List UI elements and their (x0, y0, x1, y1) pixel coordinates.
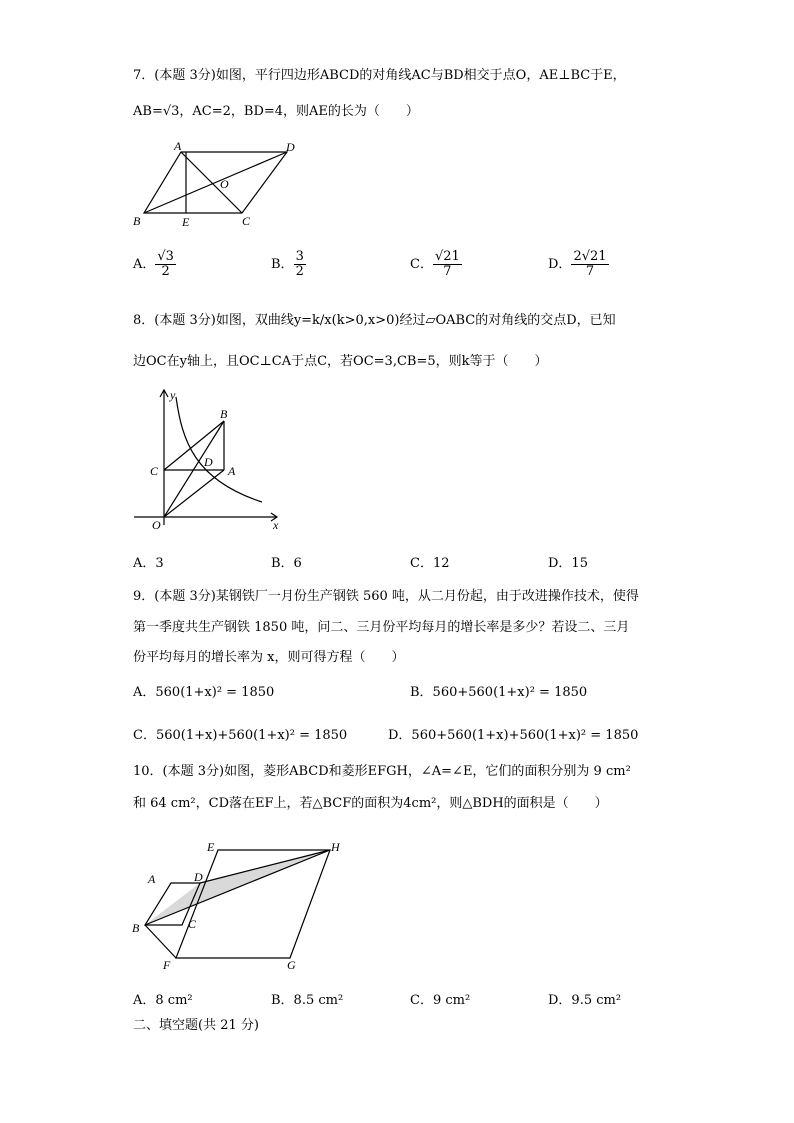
q10-rhombus-efgh (176, 850, 330, 958)
q7-diagonal-bd (144, 152, 287, 213)
q8-label-b: B (220, 407, 228, 421)
q9-option-a[interactable]: A．560(1+x)² = 1850 (133, 685, 275, 700)
q7-label-d: D (286, 140, 295, 154)
q8-stem-line1: 8．(本题 3分)如图，双曲线y=k/x(k>0,x>0)经过▱OABC的对角线的交点D，已知 (133, 313, 616, 328)
q10-label-g: G (287, 958, 296, 972)
q10-label-c: C (188, 917, 197, 931)
q7-option-b[interactable]: B． $\frac{3}{2}$ (271, 249, 304, 279)
q10-label-h: H (331, 840, 340, 854)
q10-option-b[interactable]: B．8.5 cm² (271, 993, 344, 1008)
q8-label-o: O (152, 518, 161, 532)
q10-label-f: F (163, 958, 171, 972)
q7-label-a: A (174, 139, 182, 153)
q8-label-c: C (150, 464, 159, 478)
q10-option-a[interactable]: A．8 cm² (133, 993, 193, 1008)
q8-option-a[interactable]: A．3 (133, 556, 164, 571)
q9-stem-line2: 第一季度共生产钢铁 1850 吨，问二、三月份平均每月的增长率是多少？若设二、三月 (133, 620, 630, 635)
q10-rhombus-figure (130, 838, 350, 978)
q7-stem-line2: AB=√3，AC=2，BD=4，则AE的长为（ ） (133, 104, 419, 119)
q10-label-b: B (132, 921, 140, 935)
q10-segment-dh (200, 850, 330, 883)
q8-label-x: x (273, 518, 279, 532)
q7-label-e: E (182, 215, 190, 229)
q8-segment-cb (164, 421, 224, 470)
q8-segment-oa (164, 470, 224, 517)
section-2-heading: 二、填空题(共 21 分) (133, 1018, 259, 1033)
q7-label-o: O (220, 177, 229, 191)
q8-option-d[interactable]: D．15 (548, 556, 588, 571)
q9-option-b[interactable]: B．560+560(1+x)² = 1850 (410, 685, 588, 700)
q7-label-b: B (133, 214, 141, 228)
q8-label-y: y (170, 388, 176, 402)
q10-stem-line2: 和 64 cm²，CD落在EF上，若△BCF的面积为4cm²，则△BDH的面积是（ ） (133, 796, 608, 811)
q8-stem-line2: 边OC在y轴上，且OC⊥CA于点C，若OC=3,CB=5，则k等于（ ） (133, 354, 548, 369)
q10-stem-line1: 10．(本题 3分)如图，菱形ABCD和菱形EFGH，∠A=∠E，它们的面积分别为 9 cm² (133, 764, 631, 779)
q8-option-b[interactable]: B．6 (271, 556, 302, 571)
q10-segment-bf (145, 925, 176, 958)
q9-stem-line1: 9．(本题 3分)某钢铁厂一月份生产钢铁 560 吨，从二月份起，由于改进操作技术，使得 (133, 589, 639, 604)
q9-option-c[interactable]: C．560(1+x)+560(1+x)² = 1850 (133, 728, 348, 743)
q8-segment-ob (164, 421, 224, 517)
q8-label-d: D (204, 455, 213, 469)
q10-label-d: D (194, 870, 203, 884)
q7-option-d[interactable]: D． $\frac{2√21}{7}$ (548, 249, 607, 279)
q7-stem-line1: 7．(本题 3分)如图，平行四边形ABCD的对角线AC与BD相交于点O，AE⊥BC于E， (133, 68, 626, 83)
q7-diagonal-ac (181, 152, 242, 213)
q10-label-e: E (207, 840, 215, 854)
q10-option-d[interactable]: D．9.5 cm² (548, 993, 622, 1008)
q8-option-c[interactable]: C．12 (410, 556, 450, 571)
q7-label-c: C (242, 214, 251, 228)
q9-stem-line3: 份平均每月的增长率为 x，则可得方程（ ） (133, 650, 405, 665)
q9-option-d[interactable]: D．560+560(1+x)+560(1+x)² = 1850 (388, 728, 639, 743)
q7-parallelogram-figure (130, 138, 305, 233)
q10-segment-bh (145, 850, 330, 925)
q10-label-a: A (148, 872, 156, 886)
q8-label-a: A (228, 464, 236, 478)
q10-option-c[interactable]: C．9 cm² (410, 993, 471, 1008)
q7-option-c[interactable]: C． $\frac{√21}{7}$ (410, 249, 460, 279)
q8-hyperbola-figure (130, 385, 290, 533)
q7-option-a[interactable]: A． $\frac{√3}{2}$ (133, 249, 174, 279)
